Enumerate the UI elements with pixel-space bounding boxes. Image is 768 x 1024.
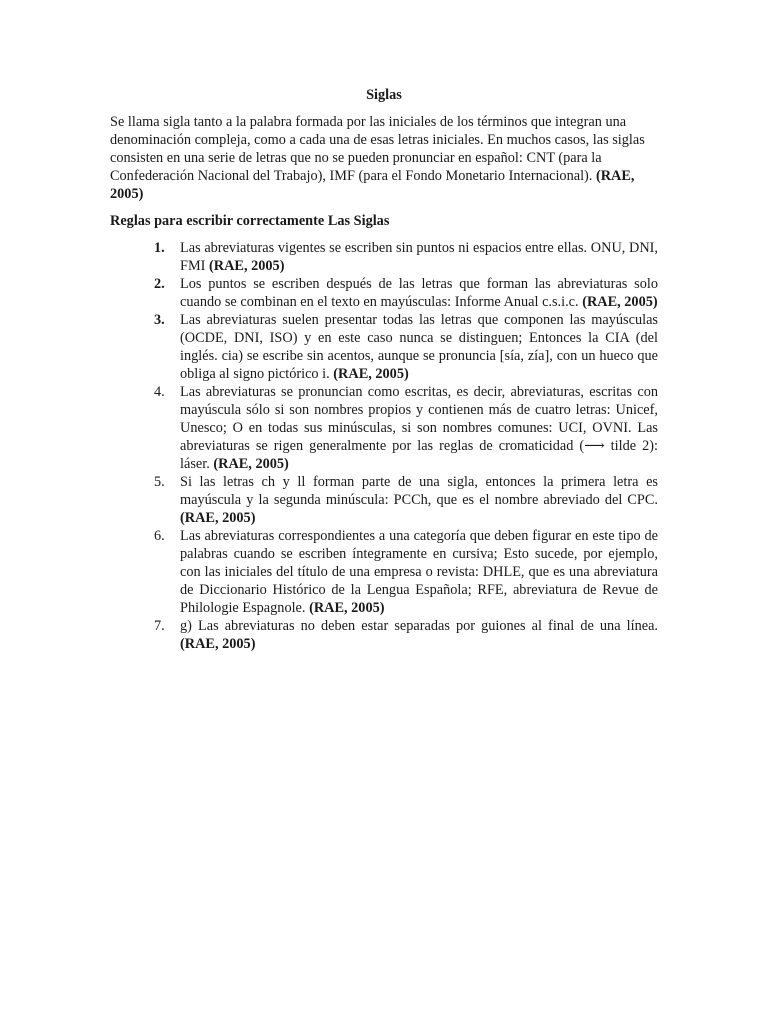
rule-number: 5. <box>154 474 165 490</box>
rule-text: Las abreviaturas correspondientes a una categoría que deben figurar en este tipo de palabras cuando se escriben íntegramente en cursiva; Esto sucede, por ejemplo, con las iniciales del título de una empresa o revista: DHLE, que es una abreviatura de Diccionario Histórico de la Lengua Española; RFE, abreviatura de Revue de Philologie Espagnole. <box>180 528 658 616</box>
rule-citation: (RAE, 2005) <box>209 258 285 274</box>
rule-text: Las abreviaturas vigentes se escriben sin puntos ni espacios entre ellas. ONU, DNI, FMI <box>180 240 658 274</box>
rule-number: 1. <box>154 240 165 256</box>
rule-item-4 <box>110 383 658 473</box>
rule-item-2 <box>110 275 658 311</box>
rule-item-1 <box>110 239 658 275</box>
rule-item-5 <box>110 473 658 527</box>
intro-citation: (RAE, 2005) <box>110 168 635 202</box>
rule-number: 6. <box>154 528 165 544</box>
rule-item-6 <box>110 527 658 617</box>
document-page <box>110 86 658 653</box>
document-title: Siglas <box>366 87 402 103</box>
rule-item-3 <box>110 311 658 383</box>
rule-citation: (RAE, 2005) <box>180 510 256 526</box>
rule-text: g) Las abreviaturas no deben estar separadas por guiones al final de una línea. <box>180 618 658 634</box>
rule-number: 2. <box>154 276 165 292</box>
rules-list <box>110 239 658 653</box>
rule-citation: (RAE, 2005) <box>180 636 256 652</box>
rule-citation: (RAE, 2005) <box>582 294 658 310</box>
rule-text: Las abreviaturas se pronuncian como escritas, es decir, abreviaturas, escritas con mayúscula sólo si son nombres propios y contienen más de cuatro letras: Unicef, Unesco; O en todas sus minúsculas, si son nombres comunes: UCI, OVNI. Las abreviaturas se rigen generalmente por las reglas de cromaticidad (⟶ tilde 2): láser. <box>180 384 658 472</box>
intro-paragraph <box>110 113 658 203</box>
rule-citation: (RAE, 2005) <box>309 600 385 616</box>
rule-number: 7. <box>154 618 165 634</box>
rule-item-7 <box>110 617 658 653</box>
rule-text: Si las letras ch y ll forman parte de una sigla, entonces la primera letra es mayúscula y la segunda minúscula: PCCh, que es el nombre abreviado del CPC. <box>180 474 658 508</box>
rule-text: Los puntos se escriben después de las letras que forman las abreviaturas solo cuando se combinan en el texto en mayúsculas: Informe Anual c.s.i.c. <box>180 276 658 310</box>
rule-text: Las abreviaturas suelen presentar todas las letras que componen las mayúsculas (OCDE, DNI, ISO) y en este caso nunca se distinguen; Entonces la CIA (del inglés. cia) se escribe sin acentos, aunque se pronuncia [sía, zía], con un hueco que obliga al signo pictórico i. <box>180 312 658 382</box>
intro-text: Se llama sigla tanto a la palabra formada por las iniciales de los términos que integran una denominación compleja, como a cada una de esas letras iniciales. En muchos casos, las siglas consisten en una serie de letras que no se pueden pronunciar en español: CNT (para la Confederación Nacional del Trabajo), IMF (para el Fondo Monetario Internacional). <box>110 114 645 184</box>
rule-citation: (RAE, 2005) <box>333 366 409 382</box>
rules-heading: Reglas para escribir correctamente Las Siglas <box>110 213 390 229</box>
rule-number: 3. <box>154 312 165 328</box>
rule-number: 4. <box>154 384 165 400</box>
rule-citation: (RAE, 2005) <box>213 456 289 472</box>
